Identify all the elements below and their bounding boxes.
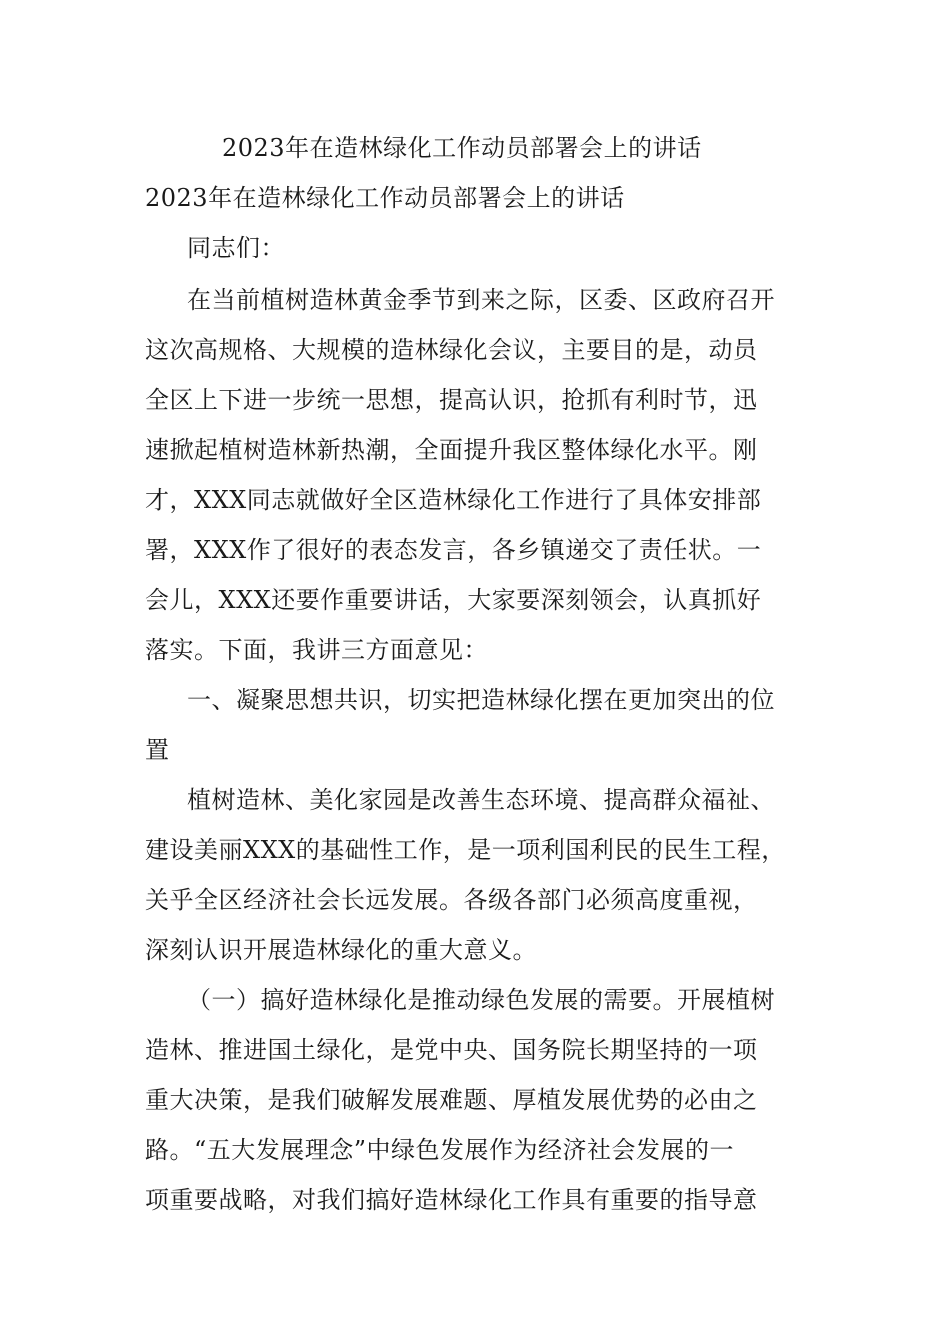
paragraph-line: （一）搞好造林绿化是推动绿色发展的需要。开展植树 [187,986,775,1014]
paragraph-line: 造林、推进国土绿化，是党中央、国务院长期坚持的一项 [145,1036,758,1064]
paragraph-line: 会儿，XXX还要作重要讲话，大家要深刻领会，认真抓好 [145,586,762,614]
paragraph-line: 在当前植树造林黄金季节到来之际，区委、区政府召开 [187,286,775,314]
paragraph-line: 速掀起植树造林新热潮，全面提升我区整体绿化水平。刚 [145,436,758,464]
paragraph-line: 路。“五大发展理念”中绿色发展作为经济社会发展的一 [145,1136,735,1164]
paragraph-line: 落实。下面，我讲三方面意见： [145,636,488,664]
paragraph-line: 署，XXX作了很好的表态发言，各乡镇递交了责任状。一 [145,536,762,564]
paragraph-line: 建设美丽XXX的基础性工作，是一项利国利民的民生工程， [145,836,786,864]
paragraph-line: 这次高规格、大规模的造林绿化会议，主要目的是，动员 [145,336,758,364]
paragraph-line: 重大决策，是我们破解发展难题、厚植发展优势的必由之 [145,1086,758,1114]
paragraph-line: 项重要战略，对我们搞好造林绿化工作具有重要的指导意 [145,1186,758,1214]
paragraph-line: 关乎全区经济社会长远发展。各级各部门必须高度重视， [145,886,758,914]
paragraph-line: 深刻认识开展造林绿化的重大意义。 [145,936,537,964]
heading-line: 一、凝聚思想共识，切实把造林绿化摆在更加突出的位 [187,686,775,714]
salutation: 同志们： [187,234,285,262]
paragraph-line: 全区上下进一步统一思想，提高认识，抢抓有利时节，迅 [145,386,758,414]
document-title: 2023年在造林绿化工作动员部署会上的讲话 [222,134,702,162]
paragraph-line: 植树造林、美化家园是改善生态环境、提高群众福祉、 [187,786,775,814]
document-subtitle: 2023年在造林绿化工作动员部署会上的讲话 [145,184,625,212]
paragraph-line: 才，XXX同志就做好全区造林绿化工作进行了具体安排部 [145,486,762,514]
heading-line: 置 [145,736,170,764]
